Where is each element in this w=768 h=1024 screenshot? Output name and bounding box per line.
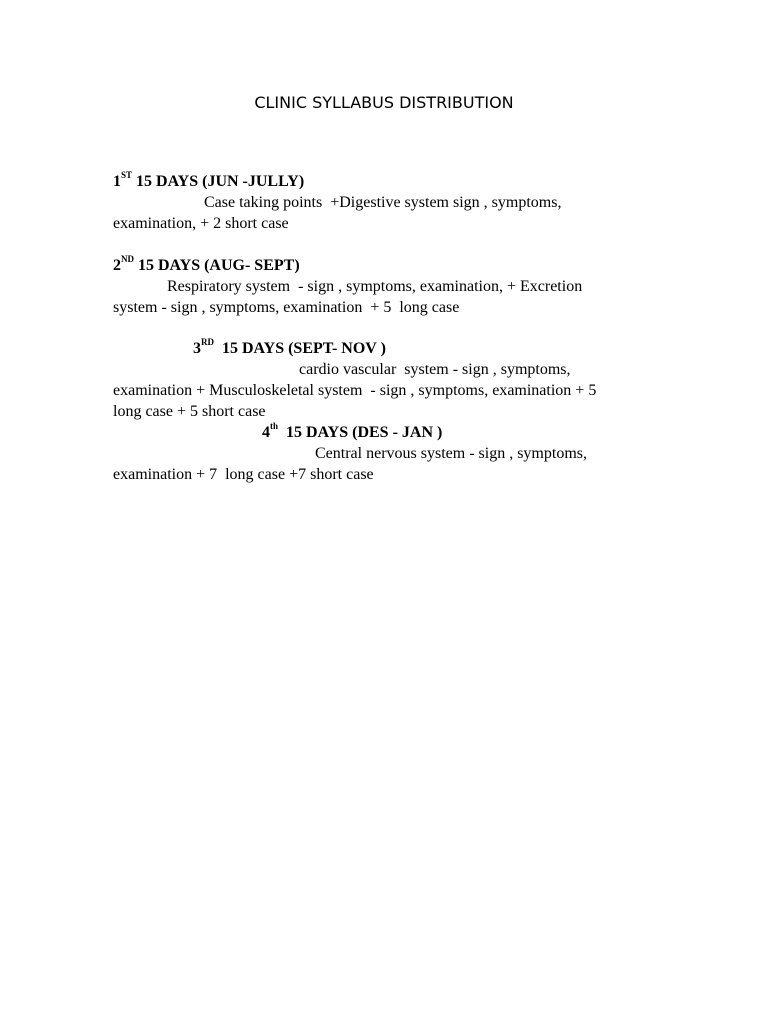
section-1-line-2: examination, + 2 short case bbox=[113, 215, 289, 232]
section-3-line-2: examination + Musculoskeletal system - sign , symptoms, examination + 5 bbox=[113, 382, 597, 399]
section-1-ordinal: 1 bbox=[113, 173, 121, 190]
section-4-heading-text: 15 DAYS (DES - JAN ) bbox=[278, 424, 443, 441]
document-title: CLINIC SYLLABUS DISTRIBUTION bbox=[254, 93, 514, 112]
section-2-line-2: system - sign , symptoms, examination + 5 long case bbox=[113, 299, 460, 316]
section-2-ordinal-suffix: ND bbox=[121, 253, 134, 264]
section-1-heading-text: 15 DAYS (JUN -JULLY) bbox=[132, 173, 305, 190]
section-4-line-2: examination + 7 long case +7 short case bbox=[113, 466, 374, 483]
section-3-line-1: cardio vascular system - sign , symptoms, bbox=[299, 361, 571, 378]
section-1-ordinal-suffix: ST bbox=[121, 169, 133, 180]
section-2-ordinal: 2 bbox=[113, 257, 121, 274]
section-3-heading-text: 15 DAYS (SEPT- NOV ) bbox=[214, 340, 386, 357]
section-4-heading bbox=[262, 422, 442, 443]
section-3-line-3: long case + 5 short case bbox=[113, 403, 266, 420]
section-3-ordinal: 3 bbox=[193, 340, 201, 357]
section-1-heading bbox=[113, 171, 304, 192]
section-1-line-1: Case taking points +Digestive system sign , symptoms, bbox=[204, 194, 562, 211]
section-4-line-1: Central nervous system - sign , symptoms, bbox=[315, 445, 587, 462]
section-2-heading-text: 15 DAYS (AUG- SEPT) bbox=[134, 257, 300, 274]
section-3-heading bbox=[193, 338, 386, 359]
section-3-ordinal-suffix: RD bbox=[201, 336, 214, 347]
section-2-line-1: Respiratory system - sign , symptoms, examination, + Excretion bbox=[167, 278, 583, 295]
section-4-ordinal: 4 bbox=[262, 424, 270, 441]
section-4-ordinal-suffix: th bbox=[270, 420, 279, 431]
section-2-heading bbox=[113, 255, 300, 276]
